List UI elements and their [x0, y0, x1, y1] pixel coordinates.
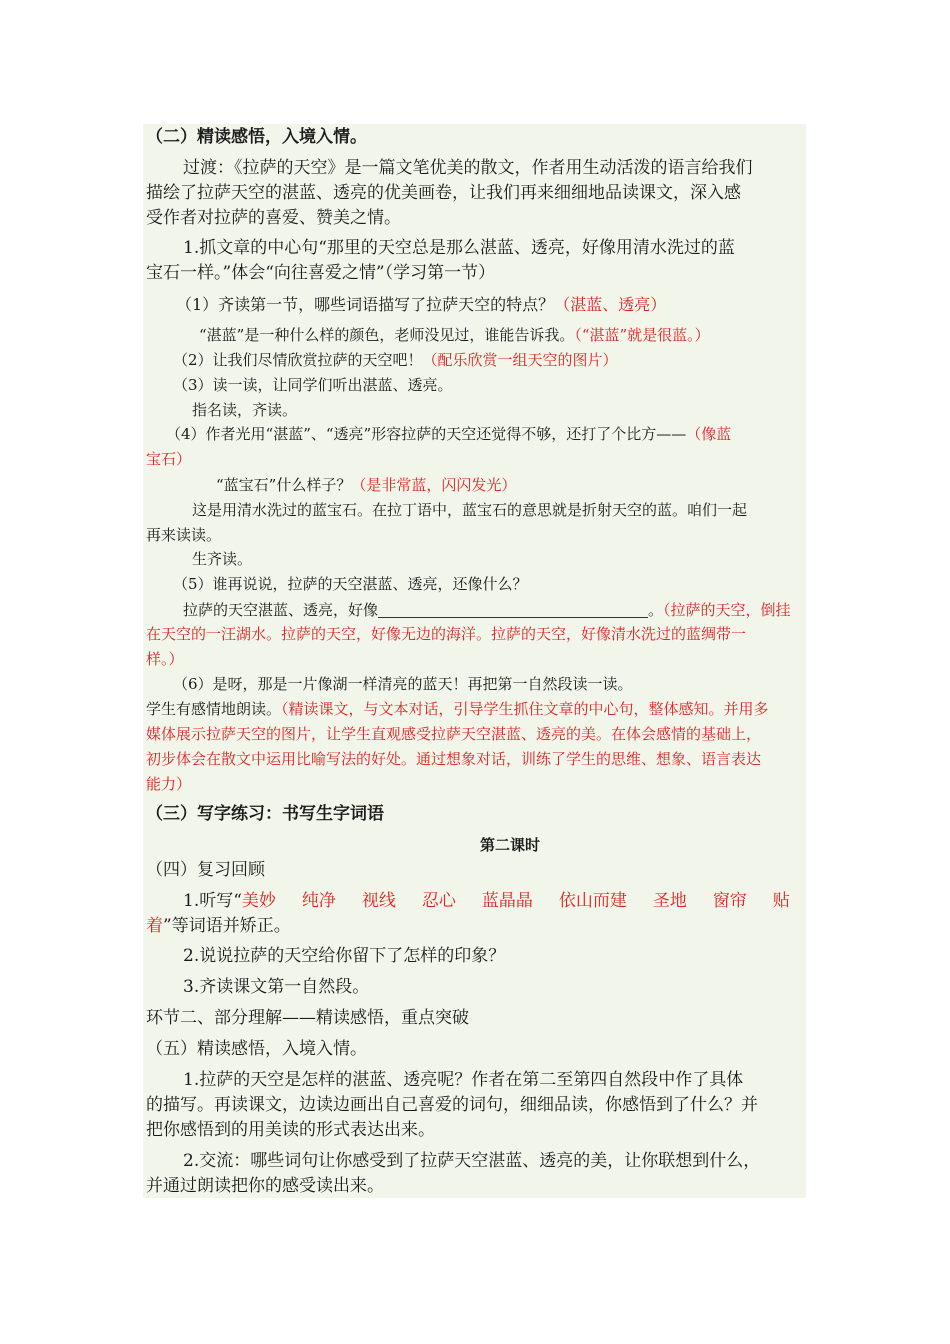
question-text: （2）让我们尽情欣赏拉萨的天空吧！ [173, 351, 423, 369]
dictation-word: 纯净 [301, 891, 336, 911]
answer-text: 宝石） [146, 450, 192, 468]
list-item: 3.齐读课文第一自然段。 [183, 977, 370, 997]
answer-text: （“湛蓝”就是很蓝。） [574, 326, 710, 344]
answer-text: （像蓝 [686, 425, 732, 443]
item-suffix: ”等词语并矫正。 [163, 916, 291, 936]
answer-text: 在天空的一汪湖水。拉萨的天空，好像无边的海洋。拉萨的天空，好像清水洗过的蓝绸带一 [146, 625, 747, 643]
question-text: “蓝宝石”什么样子？ [216, 476, 352, 494]
answer-blank [378, 602, 648, 618]
paragraph-line: 并通过朗读把你的感受读出来。 [146, 1176, 384, 1196]
teaching-note: 能力） [146, 775, 192, 793]
dictation-word: 蓝晶晶 [481, 891, 533, 911]
dictation-line [183, 893, 790, 910]
dictation-word: 依山而建 [558, 891, 627, 911]
answer-text: （湛蓝、透亮） [554, 295, 667, 314]
paragraph-line: 过渡：《拉萨的天空》是一篇文笔优美的散文，作者用生动活泼的语言给我们 [183, 158, 753, 178]
dictation-word: 美妙 [241, 891, 276, 911]
note-line [146, 702, 769, 717]
question-text: （1）齐读第一节，哪些词语描写了拉萨天空的特点？ [176, 295, 555, 314]
question-line [216, 478, 516, 493]
paragraph-line: 这是用清水洗过的蓝宝石。在拉丁语中，蓝宝石的意思就是折射天空的蓝。咱们一起 [192, 501, 748, 519]
paragraph-line: 把你感悟到的用美读的形式表达出来。 [146, 1120, 435, 1140]
question-line [176, 297, 666, 313]
question-line [173, 353, 618, 368]
paragraph-line: 宝石一样。”体会“向往喜爱之情”（学习第一节） [146, 263, 496, 283]
paragraph-line: 1.抓文章的中心句“那里的天空总是那么湛蓝、透亮，好像用清水洗过的蓝 [183, 238, 735, 258]
paragraph-line: 1.拉萨的天空是怎样的湛蓝、透亮呢？作者在第二至第四自然段中作了具体 [183, 1070, 744, 1090]
stage-heading: 环节二、部分理解——精读感悟，重点突破 [146, 1008, 469, 1028]
paragraph-line: 2.交流：哪些词句让你感受到了拉萨天空湛蓝、透亮的美，让你联想到什么， [183, 1151, 761, 1171]
question-line [199, 328, 710, 343]
paragraph-text: 学生有感情地朗读。 [146, 700, 282, 718]
question-text: “湛蓝”是一种什么样的颜色，老师没见过，谁能告诉我。 [199, 326, 575, 344]
teaching-note: 媒体展示拉萨天空的图片，让学生直观感受拉萨天空湛蓝、透亮的美。在体会感情的基础上， [146, 725, 762, 743]
question-line: （3）读一读，让同学们听出湛蓝、透亮。 [173, 376, 453, 394]
answer-text: （配乐欣赏一组天空的图片） [422, 351, 618, 369]
answer-text: （拉萨的天空，倒挂 [663, 601, 791, 619]
section-heading: （五）精读感悟，入境入情。 [146, 1039, 367, 1059]
dictation-word: 贴 [772, 891, 790, 911]
paragraph-line: 生齐读。 [192, 550, 253, 568]
dictation-word: 视线 [361, 891, 396, 911]
answer-text: （是非常蓝，闪闪发光） [351, 476, 517, 494]
lesson-title: 第二课时 [480, 836, 541, 854]
teaching-note: （精读课文，与文本对话，引导学生抓住文章的中心句，整体感知。并用多 [281, 700, 769, 718]
teaching-note: 初步体会在散文中运用比喻写法的好处。通过想象对话，训练了学生的思维、想象、语言表达 [146, 750, 762, 768]
dictation-word: 窗帘 [712, 891, 747, 911]
dictation-word: 圣地 [652, 891, 687, 911]
question-text: （4）作者光用“湛蓝”、“透亮”形容拉萨的天空还觉得不够，还打了个比方—— [166, 425, 687, 443]
paragraph-line: 再来读读。 [146, 526, 222, 544]
fill-blank-line [183, 602, 791, 618]
list-item: 2.说说拉萨的天空给你留下了怎样的印象？ [183, 946, 506, 966]
paragraph-line: 指名读，齐读。 [192, 401, 298, 419]
item-prefix: 1.听写“ [183, 891, 242, 911]
question-line: （5）谁再说说，拉萨的天空湛蓝、透亮，还像什么？ [173, 575, 528, 593]
punctuation: 。 [648, 601, 664, 619]
dictation-word: 忍心 [421, 891, 456, 911]
question-text: 拉萨的天空湛蓝、透亮，好像 [183, 601, 379, 619]
document-page [143, 124, 806, 1198]
section-heading: （四）复习回顾 [146, 860, 265, 880]
question-line [166, 427, 731, 442]
dictation-line [146, 918, 291, 935]
section-heading: （三）写字练习：书写生字词语 [146, 804, 384, 824]
paragraph-line: 的描写。再读课文，边读边画出自己喜爱的词句，细细品读，你感悟到了什么？并 [146, 1095, 758, 1115]
paragraph-line: 受作者对拉萨的喜爱、赞美之情。 [146, 208, 401, 228]
dictation-word: 着 [146, 916, 163, 936]
answer-text: 样。） [146, 650, 184, 668]
paragraph-line: 描绘了拉萨天空的湛蓝、透亮的优美画卷，让我们再来细细地品读课文，深入感 [146, 183, 741, 203]
section-heading: （二）精读感悟，入境入情。 [146, 127, 367, 147]
question-line: （6）是呀，那是一片像湖一样清亮的蓝天！再把第一自然段读一读。 [173, 675, 633, 693]
